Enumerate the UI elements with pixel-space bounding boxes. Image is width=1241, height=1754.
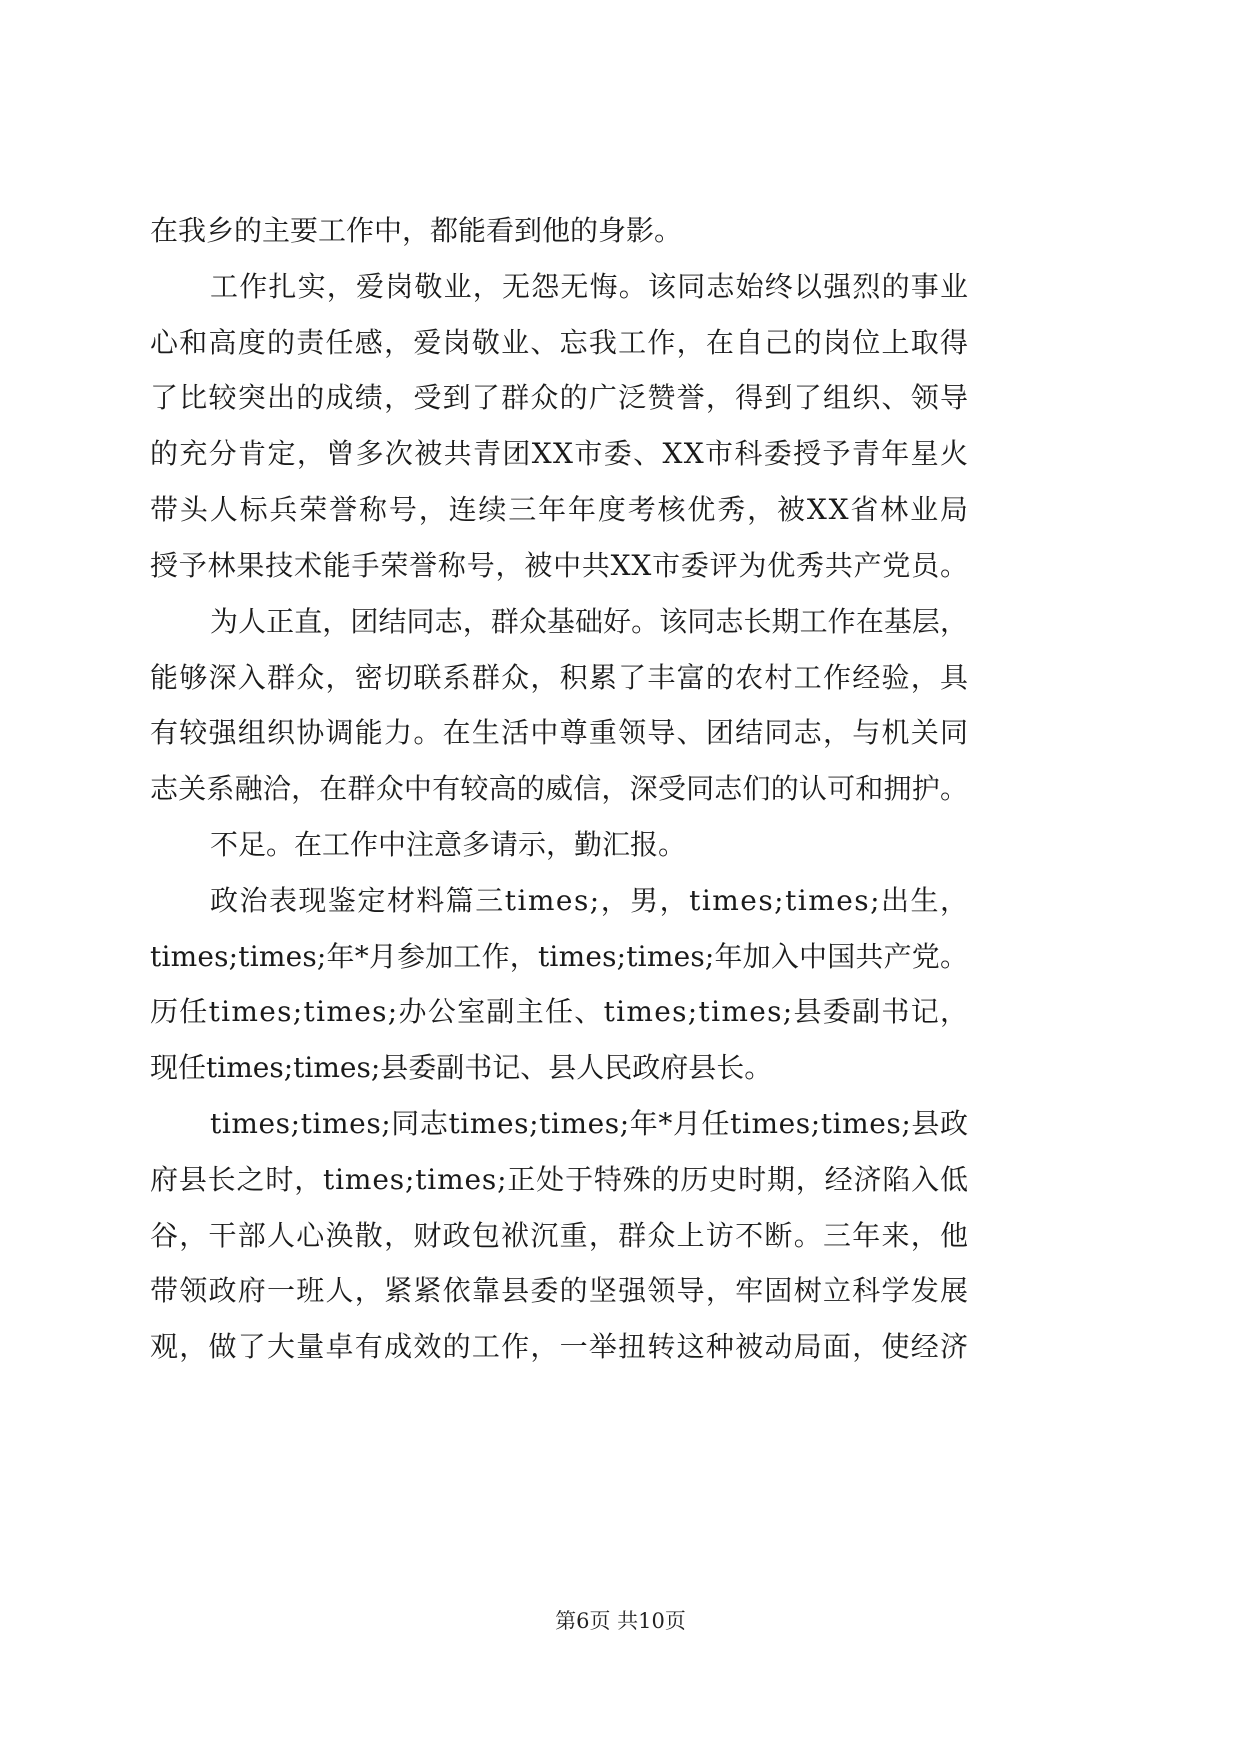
body-line: 观，做了大量卓有成效的工作，一举扭转这种被动局面，使经济 <box>150 1330 970 1363</box>
body-line: 工作扎实，爱岗敬业，无怨无悔。该同志始终以强烈的事业 <box>210 270 970 303</box>
body-line: 在我乡的主要工作中，都能看到他的身影。 <box>150 214 683 247</box>
body-line: 了比较突出的成绩，受到了群众的广泛赞誉，得到了组织、领导 <box>150 381 970 414</box>
body-line: 为人正直，团结同志，群众基础好。该同志长期工作在基层， <box>210 605 969 638</box>
body-line: 的充分肯定，曾多次被共青团XX市委、XX市科委授予青年星火 <box>150 437 970 470</box>
page-number-footer: 第6页 共10页 <box>555 1609 686 1633</box>
body-line: times;times;同志times;times;年*月任times;times;县政 <box>210 1107 969 1140</box>
body-line: 府县长之时，times;times;正处于特殊的历史时期，经济陷入低 <box>150 1163 969 1196</box>
body-line: 不足。在工作中注意多请示，勤汇报。 <box>210 828 687 861</box>
body-line: 政治表现鉴定材料篇三times;，男，times;times;出生， <box>210 884 970 917</box>
body-line: 授予林果技术能手荣誉称号，被中共XX市委评为优秀共产党员。 <box>150 549 969 582</box>
body-line: times;times;年*月参加工作，times;times;年加入中国共产党。 <box>150 940 969 973</box>
body-line: 带头人标兵荣誉称号，连续三年年度考核优秀，被XX省林业局 <box>150 493 970 526</box>
body-line: 心和高度的责任感，爱岗敬业、忘我工作，在自己的岗位上取得 <box>150 326 970 359</box>
body-line: 历任times;times;办公室副主任、times;times;县委副书记， <box>150 995 970 1028</box>
body-line: 现任times;times;县委副书记、县人民政府县长。 <box>150 1051 773 1084</box>
body-line: 有较强组织协调能力。在生活中尊重领导、团结同志，与机关同 <box>150 716 970 749</box>
body-line: 能够深入群众，密切联系群众，积累了丰富的农村工作经验，具 <box>150 661 970 694</box>
body-line: 谷，干部人心涣散，财政包袱沉重，群众上访不断。三年来，他 <box>150 1219 970 1252</box>
body-line: 带领政府一班人，紧紧依靠县委的坚强领导，牢固树立科学发展 <box>150 1274 970 1307</box>
body-line: 志关系融洽，在群众中有较高的威信，深受同志们的认可和拥护。 <box>150 772 969 805</box>
